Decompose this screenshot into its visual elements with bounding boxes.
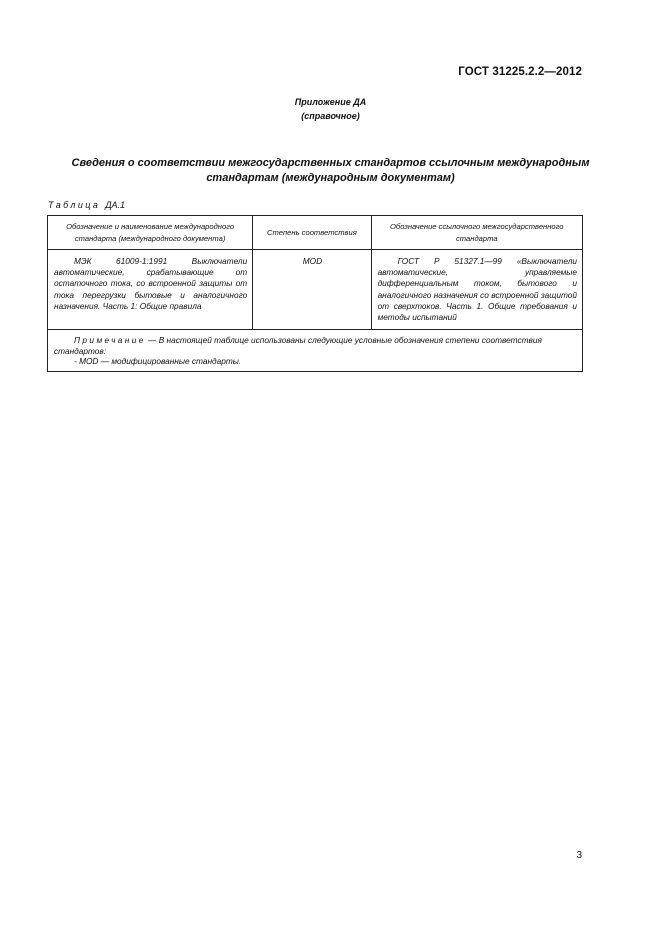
note-list-item: - MOD — модифицированные стандарты. — [74, 356, 242, 367]
appendix-heading — [0, 95, 661, 123]
header-interstate-standard: Обозначение ссылочного межгосударственного стандарта — [371, 216, 582, 250]
correspondence-table — [47, 215, 583, 372]
standard-code-header: ГОСТ 31225.2.2—2012 — [458, 66, 582, 78]
note-label: Примечание — [74, 335, 146, 346]
table-caption-label: Таблица — [48, 200, 101, 210]
table-note-row — [48, 330, 583, 372]
table-header-row — [48, 216, 583, 250]
header-degree-of-correspondence: Степень соответствия — [253, 216, 371, 250]
table-note — [48, 330, 583, 372]
section-title-line-1: Сведения о соответствии межгосударственных стандартов ссылочным международным — [71, 157, 590, 169]
page-number: 3 — [576, 850, 582, 861]
note-dash: — — [148, 335, 157, 346]
appendix-title: Приложение ДА — [294, 97, 367, 107]
cell-international-standard: МЭК 61009-1:1991 Выключатели автоматические, срабатывающие от остаточного тока, со встроенной защиты от тока перегрузки бытовые и аналогичного назначения. Часть 1: Общие правила — [48, 250, 253, 330]
table-caption — [48, 200, 125, 210]
table-row — [48, 250, 583, 330]
section-title-line-2: стандартам (международным документам) — [206, 172, 455, 184]
cell-degree: MOD — [253, 250, 371, 330]
note-text: В настоящей таблице использованы следующие условные обозначения степени соответствия стандартов: — [54, 335, 542, 356]
appendix-subtitle: (справочное) — [301, 111, 360, 121]
header-international-standard: Обозначение и наименование международного стандарта (международного документа) — [48, 216, 253, 250]
section-title — [40, 156, 621, 186]
note-paragraph — [54, 335, 577, 356]
table-caption-number: ДА.1 — [105, 200, 126, 210]
cell-interstate-standard: ГОСТ Р 51327.1—99 «Выключатели автоматические, управляемые дифференциальным током, бытового и аналогичного назначения со встроенной защитой от сверхтоков. Часть 1. Общие требования и методы испытаний — [371, 250, 582, 330]
